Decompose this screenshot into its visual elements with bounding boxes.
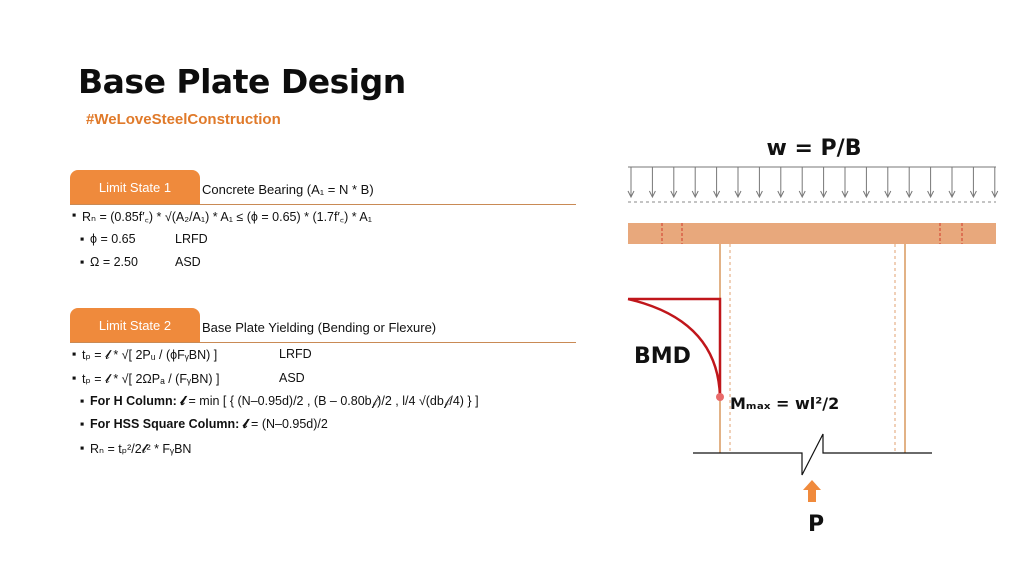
mmax-point	[716, 393, 724, 401]
ls1-formula: Rₙ = (0.85f′꜀) * √(A₂/A₁) * A₁ ≤ (ϕ = 0.65) * (1.7f′꜀) * A₁	[82, 210, 372, 224]
h-column-label: For H Column: 𝓵	[90, 394, 186, 408]
ls2-tp-lrfd: tₚ = 𝓵 * √[ 2Pᵤ / (ϕFᵧBN) ]	[82, 348, 218, 362]
h-column-expr: = min [ { (N–0.95d)/2 , (B – 0.80b𝒻)/2 , l/4 √(db𝒻/4) } ]	[185, 394, 479, 408]
ls1-omega: Ω = 2.50	[90, 255, 138, 269]
ls2-tp-asd-method: ASD	[279, 371, 305, 385]
hss-label: For HSS Square Column: 𝓵	[90, 417, 248, 431]
section-break-line	[693, 434, 932, 475]
hss-expr: = (N–0.95d)/2	[247, 417, 328, 431]
distributed-load	[628, 167, 998, 197]
limit-state-1-tab: Limit State 1	[70, 170, 200, 204]
arrow-up-icon	[803, 480, 821, 502]
base-plate	[628, 223, 996, 244]
ls1-phi: ϕ = 0.65	[90, 232, 136, 246]
hashtag: #WeLoveSteelConstruction	[86, 111, 281, 128]
bullet-icon: ▪	[80, 417, 85, 431]
mmax-label: Mₘₐₓ = wl²/2	[730, 394, 840, 413]
page-title: Base Plate Design	[78, 62, 406, 101]
p-label: P	[807, 512, 825, 537]
load-label: w = P/B	[766, 136, 862, 161]
bullet-icon: ▪	[72, 347, 77, 361]
limit-state-2-heading: Base Plate Yielding (Bending or Flexure)	[202, 320, 437, 335]
bmd-label: BMD	[634, 344, 691, 369]
limit-state-1-heading: Concrete Bearing (A₁ = N * B)	[202, 182, 374, 197]
bullet-icon: ▪	[72, 208, 77, 222]
load-arrows	[628, 167, 998, 197]
ls2-tp-lrfd-method: LRFD	[279, 347, 312, 361]
ls2-tp-asd: tₚ = 𝓵 * √[ 2ΩPₐ / (FᵧBN) ]	[82, 372, 220, 386]
bullet-icon: ▪	[80, 232, 85, 246]
bullet-icon: ▪	[80, 394, 85, 408]
ls2-rn: Rₙ = tₚ²/2𝓵² * FᵧBN	[90, 442, 192, 456]
bullet-icon: ▪	[80, 441, 85, 455]
bullet-icon: ▪	[72, 371, 77, 385]
ls1-omega-method: ASD	[175, 255, 201, 269]
bullet-icon: ▪	[80, 255, 85, 269]
ls1-phi-method: LRFD	[175, 232, 208, 246]
limit-state-2-tab: Limit State 2	[70, 308, 200, 342]
